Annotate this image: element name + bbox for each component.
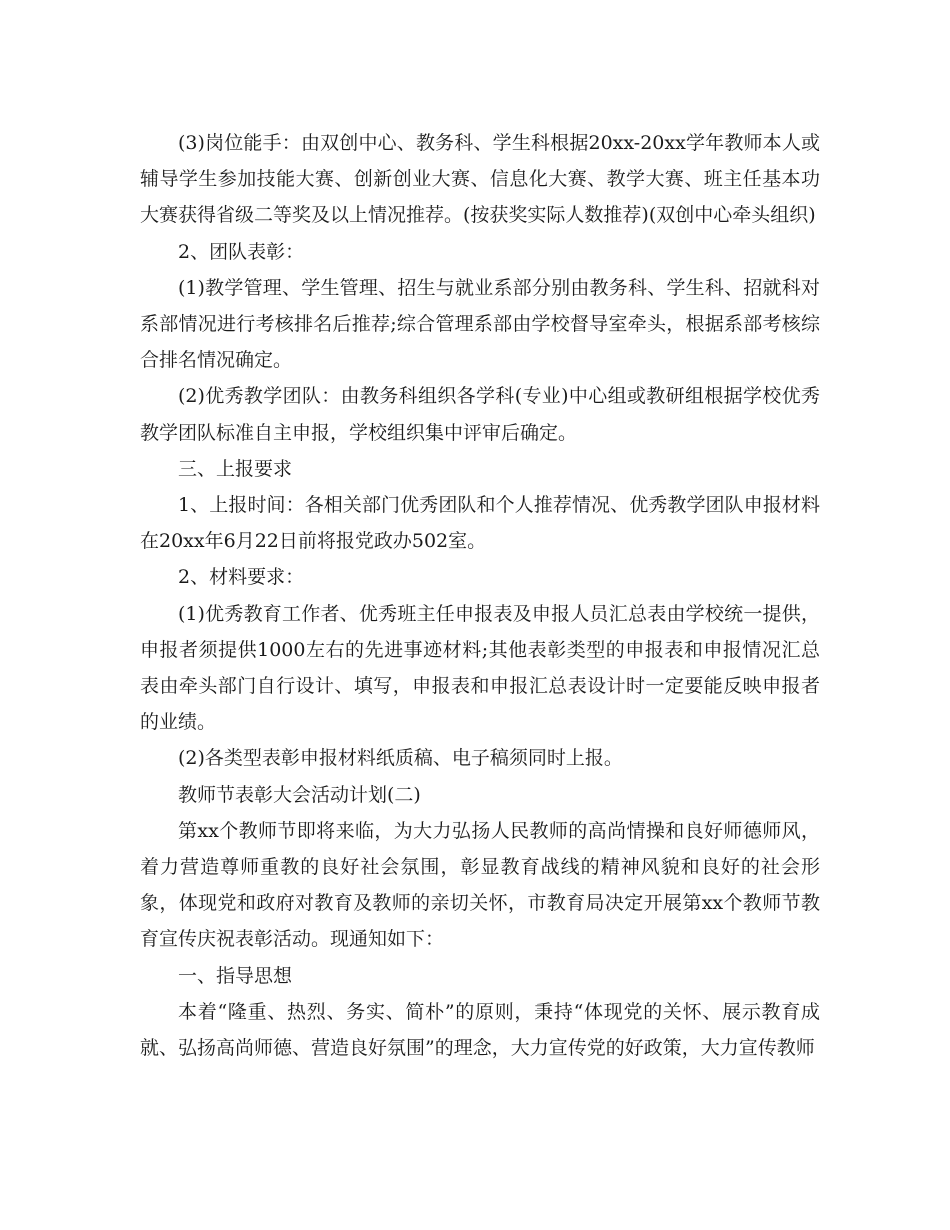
paragraph-introduction: 第xx个教师节即将来临，为大力弘扬人民教师的高尚情操和良好师德师风，着力营造尊师重教的良好社会氛围，彰显教育战线的精神风貌和良好的社会形象，体现党和政府对教育及教师的亲切关怀，市教育局决定开展第xx个教师节教育宣传庆祝表彰活动。现通知如下： bbox=[140, 819, 820, 951]
document-page bbox=[140, 125, 820, 1066]
heading-material-requirements: 2、材料要求： bbox=[178, 566, 305, 589]
heading-guiding-ideology: 一、指导思想 bbox=[178, 964, 293, 987]
paragraph-teaching-team: (2)优秀教学团队：由教务科组织各学科(专业)中心组或教研组根据学校优秀教学团队标准自主申报，学校组织集中评审后确定。 bbox=[140, 385, 820, 444]
paragraph-application-forms: (1)优秀教育工作者、优秀班主任申报表及申报人员汇总表由学校统一提供，申报者须提供1000左右的先进事迹材料;其他表彰类型的申报表和申报情况汇总表由牵头部门自行设计、填写，申报表和申报汇总表设计时一定要能反映申报者的业绩。 bbox=[140, 602, 820, 734]
heading-report-requirements: 三、上报要求 bbox=[178, 457, 293, 480]
heading-team-awards: 2、团队表彰： bbox=[178, 240, 305, 263]
paragraph-department-ranking: (1)教学管理、学生管理、招生与就业系部分别由教务科、学生科、招就科对系部情况进行考核排名后推荐;综合管理系部由学校督导室牵头，根据系部考核综合排名情况确定。 bbox=[140, 276, 820, 372]
paragraph-submission-format: (2)各类型表彰申报材料纸质稿、电子稿须同时上报。 bbox=[178, 747, 623, 770]
paragraph-post-skill-expert: (3)岗位能手：由双创中心、教务科、学生科根据20xx-20xx学年教师本人或辅导学生参加技能大赛、创新创业大赛、信息化大赛、教学大赛、班主任基本功大赛获得省级二等奖及以上情况推荐。(按获奖实际人数推荐)(双创中心牵头组织) bbox=[140, 132, 820, 227]
paragraph-report-time: 1、上报时间：各相关部门优秀团队和个人推荐情况、优秀教学团队申报材料在20xx年6月22日前将报党政办502室。 bbox=[140, 494, 820, 553]
paragraph-principles: 本着“隆重、热烈、务实、简朴”的原则，秉持“体现党的关怀、展示教育成就、弘扬高尚师德、营造良好氛围”的理念，大力宣传党的好政策，大力宣传教师 bbox=[140, 1000, 820, 1060]
section-title-plan-two: 教师节表彰大会活动计划(二) bbox=[178, 783, 421, 806]
